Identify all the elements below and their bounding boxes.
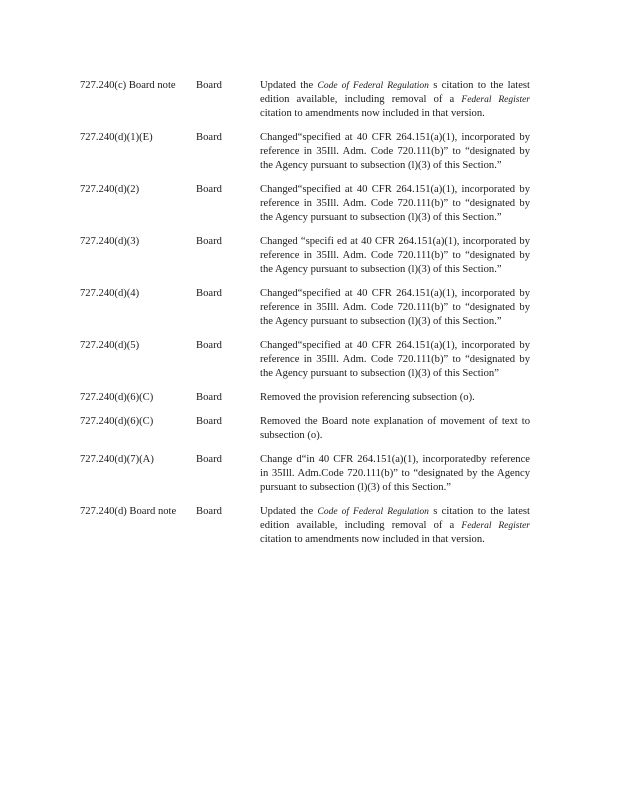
description-text: Removed the provision referencing subsection (o). <box>260 392 475 403</box>
italic-text: Federal Register <box>461 95 531 105</box>
table-row <box>80 235 532 277</box>
source-cell: Board <box>196 340 222 351</box>
description-cell <box>260 183 530 225</box>
description-text: citation to amendments now included in that version. <box>260 534 485 545</box>
italic-text: Code of Federal Regulation <box>317 81 429 91</box>
section-cell: 727.240(d)(3) <box>80 236 140 247</box>
description-text: Removed the Board note explanation of movement of text to subsection (o). <box>260 416 530 441</box>
description-cell <box>260 287 530 329</box>
description-cell <box>260 339 530 381</box>
section-cell: 727.240(d)(2) <box>80 184 140 195</box>
description-text: Updated the <box>260 506 318 517</box>
description-text: Changed“specified at 40 CFR 264.151(a)(1), incorporated by reference in 35Ill. Adm. Code 720.111(b)” to “designated by the Agency pursuant to subsection (l)(3) of this Section” <box>260 340 530 379</box>
description-cell <box>260 235 530 277</box>
source-cell: Board <box>196 132 222 143</box>
source-cell: Board <box>196 454 222 465</box>
description-text: Change d“in 40 CFR 264.151(a)(1), incorporatedby reference in 35Ill. Adm.Code 720.111(b)” to “designated by the Agency pursuant to subsection (l)(3) of this Section.” <box>260 454 530 493</box>
section-cell: 727.240(d)(6)(C) <box>80 416 154 427</box>
description-text: Changed“specified at 40 CFR 264.151(a)(1), incorporated by reference in 35Ill. Adm. Code 720.111(b)” to “designated by the Agency pursuant to subsection (l)(3) of this Section.” <box>260 132 530 171</box>
description-text: Changed “specifi ed at 40 CFR 264.151(a)(1), incorporated by reference in 35Ill. Adm. Code 720.111(b)” to “designated by the Agency pursuant to subsection (l)(3) of this Section.” <box>260 236 530 275</box>
table-row <box>80 339 532 381</box>
description-text: Changed“specified at 40 CFR 264.151(a)(1), incorporated by reference in 35Ill. Adm. Code 720.111(b)” to “designated by the Agency pursuant to subsection (l)(3) of this Section.” <box>260 184 530 223</box>
italic-text: Code of Federal Regulation <box>317 507 429 517</box>
section-cell: 727.240(d)(5) <box>80 340 140 351</box>
source-cell: Board <box>196 184 222 195</box>
section-cell: 727.240(d) Board note <box>80 506 177 517</box>
section-cell: 727.240(d)(4) <box>80 288 140 299</box>
table-row <box>80 505 532 547</box>
table-row <box>80 79 532 121</box>
description-text: Updated the <box>260 80 318 91</box>
description-cell <box>260 415 530 443</box>
source-cell: Board <box>196 506 222 517</box>
table-row <box>80 131 532 173</box>
description-text: s citation to the latest edition available, including removal of a <box>260 80 530 105</box>
description-cell <box>260 505 530 547</box>
section-cell: 727.240(d)(7)(A) <box>80 454 154 465</box>
description-cell <box>260 453 530 495</box>
description-text: s citation to the latest edition available, including removal of a <box>260 506 530 531</box>
section-cell: 727.240(c) Board note <box>80 80 176 91</box>
table-row <box>80 287 532 329</box>
description-cell <box>260 391 530 405</box>
table-row <box>80 391 532 405</box>
italic-text: Federal Register <box>461 521 531 531</box>
table-row <box>80 415 532 443</box>
source-cell: Board <box>196 392 222 403</box>
description-text: Changed“specified at 40 CFR 264.151(a)(1), incorporated by reference in 35Ill. Adm. Code 720.111(b)” to “designated by the Agency pursuant to subsection (l)(3) of this Section.” <box>260 288 530 327</box>
description-cell <box>260 79 530 121</box>
table-row <box>80 183 532 225</box>
source-cell: Board <box>196 236 222 247</box>
description-text: citation to amendments now included in that version. <box>260 108 485 119</box>
source-cell: Board <box>196 288 222 299</box>
section-cell: 727.240(d)(1)(E) <box>80 132 153 143</box>
source-cell: Board <box>196 416 222 427</box>
section-cell: 727.240(d)(6)(C) <box>80 392 154 403</box>
table-row <box>80 453 532 495</box>
amendment-table <box>80 79 532 557</box>
description-cell <box>260 131 530 173</box>
source-cell: Board <box>196 80 222 91</box>
